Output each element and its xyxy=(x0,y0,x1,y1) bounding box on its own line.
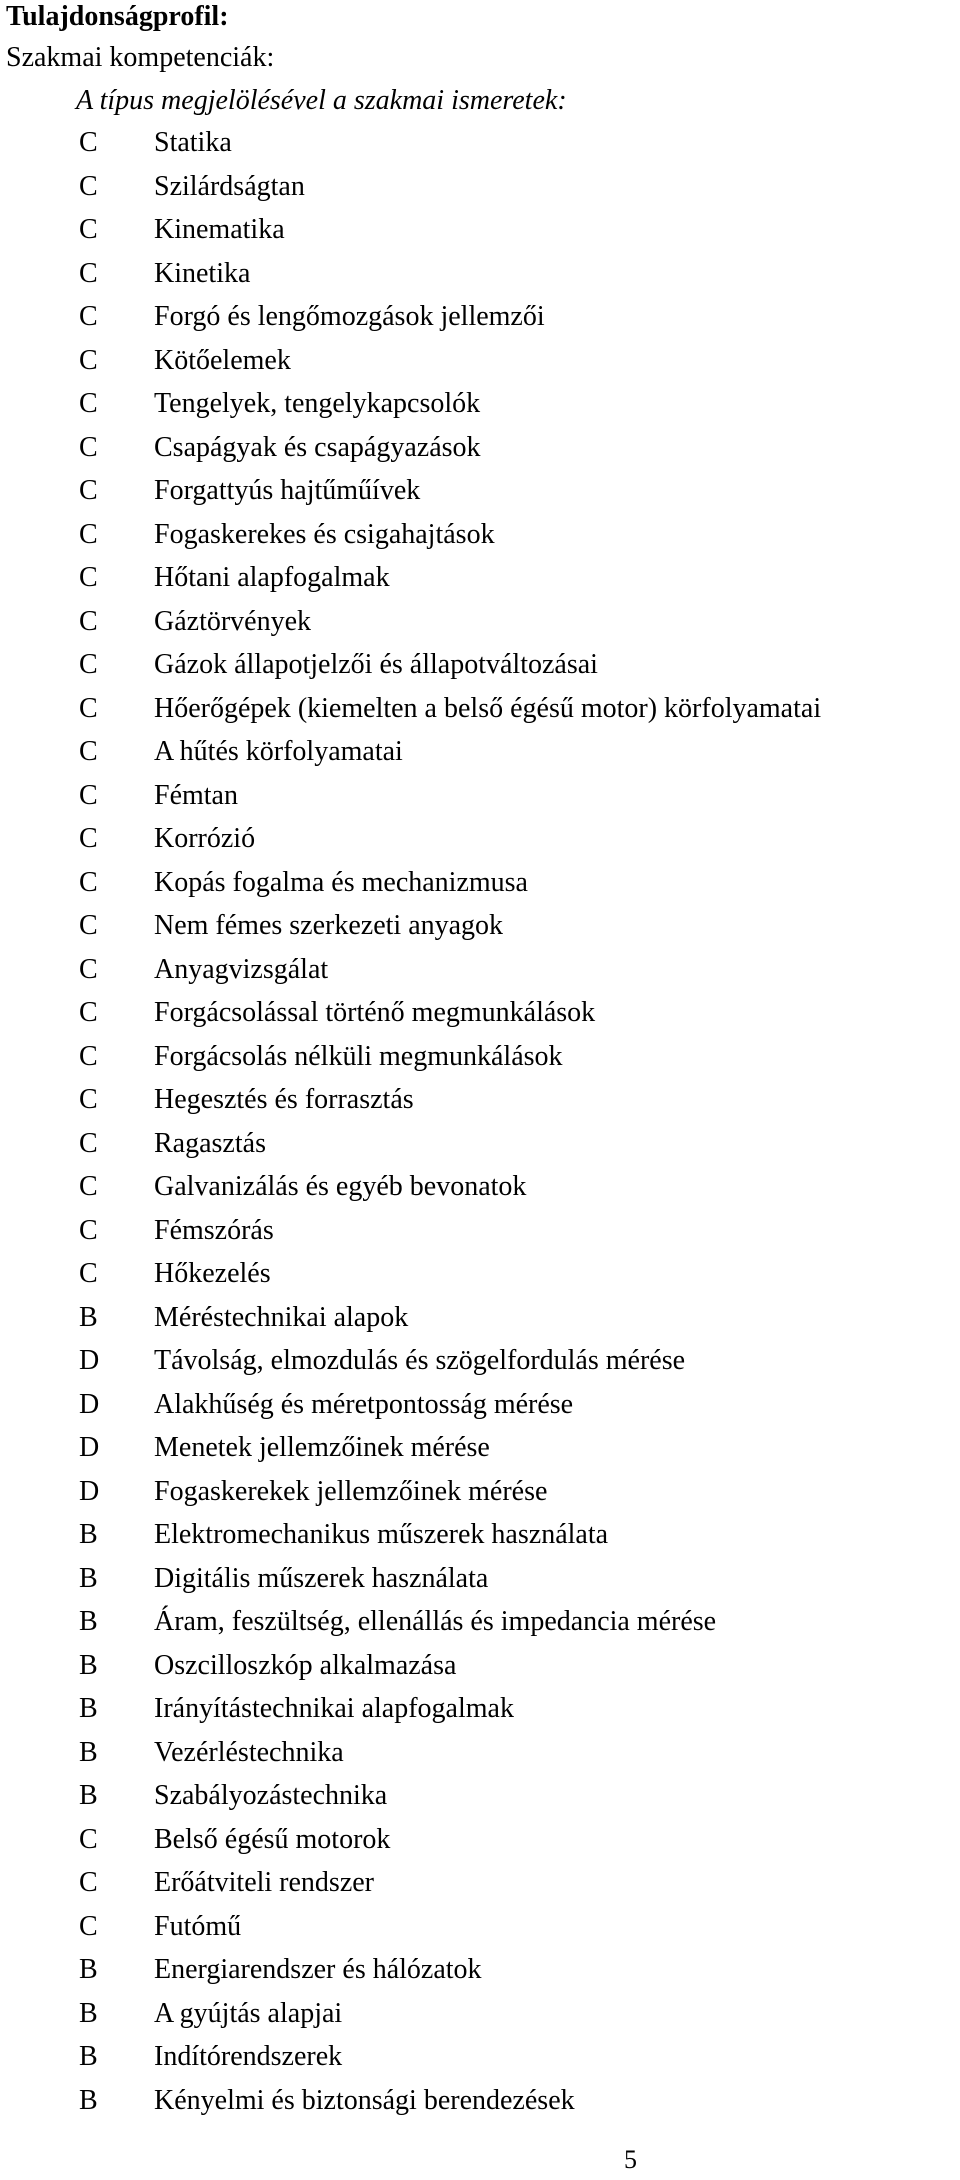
competency-level: B xyxy=(79,1562,98,1594)
competency-level: B xyxy=(79,1736,98,1768)
list-item xyxy=(0,1475,960,1519)
competency-name: Méréstechnikai alapok xyxy=(154,1301,409,1333)
list-item xyxy=(0,1040,960,1084)
competency-level: D xyxy=(79,1345,100,1376)
competency-level: C xyxy=(79,1867,98,1898)
competency-level: C xyxy=(79,1258,98,1289)
competency-name: Kötőelemek xyxy=(154,344,291,376)
competency-name: Csapágyak és csapágyazások xyxy=(154,431,481,463)
competency-level: D xyxy=(79,1432,100,1463)
competency-level: C xyxy=(79,736,98,767)
competency-name: Kinetika xyxy=(154,257,251,289)
competency-level: C xyxy=(79,605,98,637)
competency-level: B xyxy=(79,1301,98,1333)
competency-name: A gyújtás alapjai xyxy=(154,1997,343,2029)
competency-name: Futómű xyxy=(154,1910,242,1942)
list-item xyxy=(0,257,960,301)
competency-level: C xyxy=(79,344,98,376)
competency-level: C xyxy=(79,866,98,898)
competency-name: Hegesztés és forrasztás xyxy=(154,1084,414,1115)
competency-name: Anyagvizsgálat xyxy=(154,953,329,985)
list-item xyxy=(0,779,960,823)
competency-name: Szabályozástechnika xyxy=(154,1780,388,1811)
competency-name: Alakhűség és méretpontosság mérése xyxy=(154,1388,574,1420)
competency-level: D xyxy=(79,1475,100,1507)
competency-level: C xyxy=(79,388,98,419)
list-item xyxy=(0,1736,960,1780)
list-item xyxy=(0,1605,960,1649)
competency-name: Kinematika xyxy=(154,214,285,245)
competency-level: B xyxy=(79,1954,98,1985)
competency-name: Kényelmi és biztonsági berendezések xyxy=(154,2084,575,2116)
list-item xyxy=(0,1431,960,1475)
list-item xyxy=(0,822,960,866)
list-item xyxy=(0,518,960,562)
list-item xyxy=(0,474,960,518)
competency-level: C xyxy=(79,1910,98,1942)
competency-level: C xyxy=(79,779,98,811)
competency-name: Energiarendszer és hálózatok xyxy=(154,1954,482,1985)
competency-name: Szilárdságtan xyxy=(154,170,305,202)
list-item xyxy=(0,344,960,388)
list-item xyxy=(0,431,960,475)
competency-list xyxy=(0,126,960,2127)
competency-name: Hőkezelés xyxy=(154,1258,271,1289)
competency-name: Elektromechanikus műszerek használata xyxy=(154,1519,609,1550)
competency-name: Forgácsolással történő megmunkálások xyxy=(154,997,596,1028)
competency-level: C xyxy=(79,1084,98,1115)
competency-name: Belső égésű motorok xyxy=(154,1823,391,1855)
competency-level: C xyxy=(79,127,98,158)
competency-level: C xyxy=(79,1171,98,1202)
list-item xyxy=(0,1518,960,1562)
competency-level: B xyxy=(79,1693,98,1724)
competency-name: Gázok állapotjelzői és állapotváltozásai xyxy=(154,649,598,680)
competency-level: C xyxy=(79,1127,98,1159)
list-item xyxy=(0,953,960,997)
list-item xyxy=(0,1127,960,1171)
page-number: 5 xyxy=(624,2145,637,2174)
list-item xyxy=(0,2040,960,2084)
competency-name: Hőerőgépek (kiemelten a belső égésű motor) körfolyamatai xyxy=(154,692,822,724)
list-item xyxy=(0,866,960,910)
competency-name: Ragasztás xyxy=(154,1127,266,1159)
competency-name: Vezérléstechnika xyxy=(154,1736,344,1768)
competency-level: C xyxy=(79,692,98,724)
competency-level: C xyxy=(79,475,98,506)
competency-name: Áram, feszültség, ellenállás és impedancia mérése xyxy=(154,1606,717,1637)
competency-name: Nem fémes szerkezeti anyagok xyxy=(154,910,504,941)
competency-name: Fogaskerekes és csigahajtások xyxy=(154,518,495,550)
list-item xyxy=(0,1083,960,1127)
list-item xyxy=(0,213,960,257)
competency-level: C xyxy=(79,301,98,332)
competency-name: Forgattyús hajtűműívek xyxy=(154,475,421,506)
competency-name: Korrózió xyxy=(154,823,256,854)
list-item xyxy=(0,1562,960,1606)
competency-level: B xyxy=(79,2041,98,2072)
list-item xyxy=(0,1692,960,1736)
list-item xyxy=(0,300,960,344)
section-title: Szakmai kompetenciák: xyxy=(6,42,275,73)
competency-level: C xyxy=(79,214,98,245)
competency-level: B xyxy=(79,1997,98,2029)
competency-level: B xyxy=(79,1649,98,1681)
competency-level: C xyxy=(79,431,98,463)
list-item xyxy=(0,126,960,170)
list-item xyxy=(0,909,960,953)
competency-name: Fémszórás xyxy=(154,1214,274,1246)
list-item xyxy=(0,1301,960,1345)
competency-name: Irányítástechnikai alapfogalmak xyxy=(154,1693,514,1724)
competency-name: Forgó és lengőmozgások jellemzői xyxy=(154,301,545,332)
competency-name: Fémtan xyxy=(154,779,238,811)
competency-name: Kopás fogalma és mechanizmusa xyxy=(154,866,528,898)
competency-level: B xyxy=(79,1780,98,1811)
competency-name: Hőtani alapfogalmak xyxy=(154,562,390,593)
list-item xyxy=(0,605,960,649)
list-item xyxy=(0,1823,960,1867)
competency-level: C xyxy=(79,910,98,941)
competency-level: C xyxy=(79,257,98,289)
competency-name: Távolság, elmozdulás és szögelfordulás mérése xyxy=(154,1345,686,1376)
list-item xyxy=(0,1344,960,1388)
list-item xyxy=(0,996,960,1040)
competency-name: Oszcilloszkóp alkalmazása xyxy=(154,1649,457,1681)
list-item xyxy=(0,1910,960,1954)
list-item xyxy=(0,1214,960,1258)
subsection-title: A típus megjelölésével a szakmai ismeretek: xyxy=(76,85,567,116)
profile-title: Tulajdonságprofil: xyxy=(6,1,229,32)
competency-name: Menetek jellemzőinek mérése xyxy=(154,1432,490,1463)
list-item xyxy=(0,1866,960,1910)
list-item xyxy=(0,1257,960,1301)
competency-level: C xyxy=(79,1823,98,1855)
competency-level: C xyxy=(79,823,98,854)
list-item xyxy=(0,1779,960,1823)
competency-level: C xyxy=(79,953,98,985)
competency-name: Digitális műszerek használata xyxy=(154,1562,489,1594)
list-item xyxy=(0,2084,960,2128)
competency-name: Statika xyxy=(154,127,232,158)
competency-level: C xyxy=(79,649,98,680)
list-item xyxy=(0,735,960,779)
competency-level: D xyxy=(79,1388,100,1420)
list-item xyxy=(0,1997,960,2041)
competency-name: Gáztörvények xyxy=(154,605,312,637)
list-item xyxy=(0,1388,960,1432)
list-item xyxy=(0,170,960,214)
competency-name: Erőátviteli rendszer xyxy=(154,1867,375,1898)
competency-level: C xyxy=(79,997,98,1028)
competency-level: B xyxy=(79,2084,98,2116)
competency-name: Fogaskerekek jellemzőinek mérése xyxy=(154,1475,548,1507)
competency-name: A hűtés körfolyamatai xyxy=(154,736,403,767)
competency-level: C xyxy=(79,170,98,202)
competency-name: Indítórendszerek xyxy=(154,2041,343,2072)
competency-name: Tengelyek, tengelykapcsolók xyxy=(154,388,481,419)
competency-name: Galvanizálás és egyéb bevonatok xyxy=(154,1171,527,1202)
competency-level: C xyxy=(79,1214,98,1246)
competency-level: C xyxy=(79,518,98,550)
competency-name: Forgácsolás nélküli megmunkálások xyxy=(154,1040,563,1072)
competency-level: B xyxy=(79,1519,98,1550)
list-item xyxy=(0,561,960,605)
competency-level: C xyxy=(79,562,98,593)
list-item xyxy=(0,1649,960,1693)
competency-level: B xyxy=(79,1606,98,1637)
competency-level: C xyxy=(79,1040,98,1072)
list-item xyxy=(0,648,960,692)
list-item xyxy=(0,1953,960,1997)
list-item xyxy=(0,1170,960,1214)
list-item xyxy=(0,387,960,431)
list-item xyxy=(0,692,960,736)
